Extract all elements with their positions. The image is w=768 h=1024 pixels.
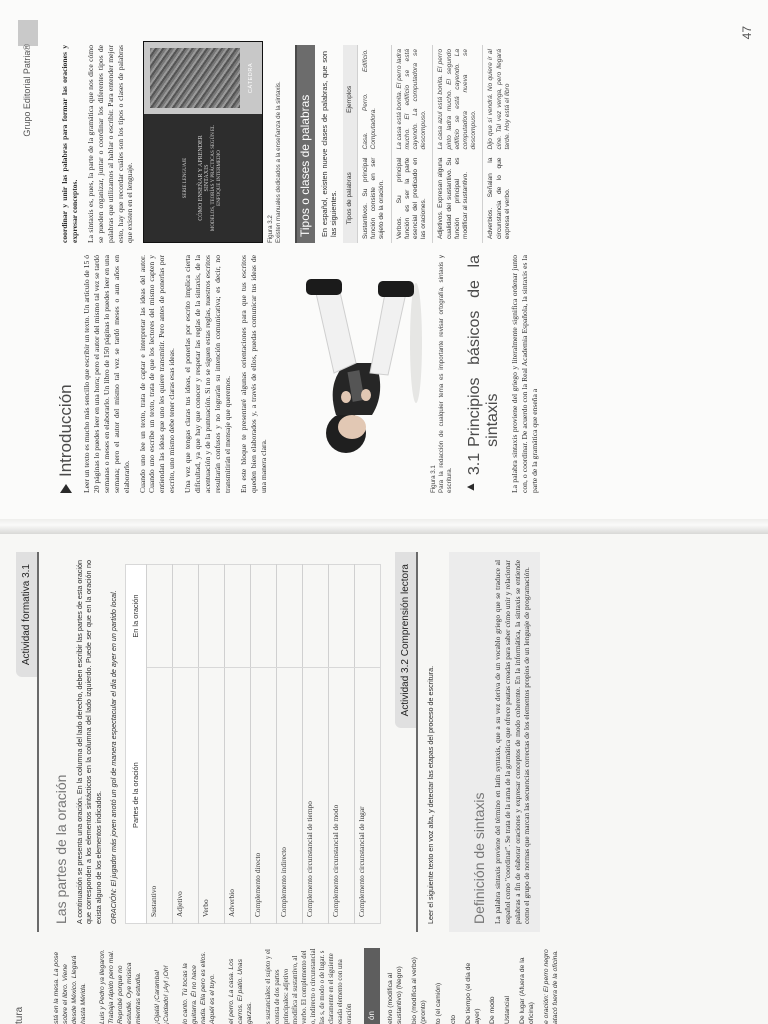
intro-title: Introducción [56, 384, 76, 477]
table-row [146, 565, 172, 924]
cropped-column [52, 948, 768, 1024]
divider [416, 552, 418, 932]
book-artwork [144, 42, 262, 114]
table-header: Ejemplos [343, 45, 358, 154]
answer-cell[interactable] [172, 565, 198, 668]
answer-cell[interactable] [276, 565, 302, 668]
strip-table-header: ón [364, 948, 380, 1024]
strip-cell: Ustancial [504, 996, 511, 1024]
activity-3-2 [395, 552, 540, 932]
strip-text: el perro. La casa. Los carros. El patio. Unas garzas. [228, 958, 253, 1024]
activity-instructions: Leer el siguiente texto en voz alta, y detectar las etapas del proceso de escritura. [426, 665, 435, 924]
activity-tab-label: Actividad 3.2 Comprensión lectora [395, 552, 416, 728]
running-head: tura [14, 1006, 25, 1024]
section-number: 3.1 [465, 452, 483, 476]
strip-row [386, 948, 404, 1024]
table-row [358, 45, 392, 243]
word-types-title: Tipos o clases de palabras [297, 45, 315, 243]
body-paragraph: La sintaxis es, pues, la parte de la gramática que nos dice cómo se pueden organizar, juntar o coordinar los diferentes tipos de palabras que utilizamos al hablar o escribir. Para entender mejor esto, hay que recordar cuáles son los tipos o clases de palabras que existen en el lenguaje. [85, 45, 135, 243]
student-illustration [276, 255, 426, 493]
table-row [224, 565, 250, 924]
body-paragraph: En este bloque te presentaré algunas orientaciones para que tus escritos queden bien elaborados y, a través de ellos, puedas comunicar tus ideas de una manera clara. [238, 255, 268, 493]
answer-cell[interactable] [146, 565, 172, 668]
word-types-box [295, 45, 516, 243]
word-type-cell: Verbos. Su principal función es ser la parte esencial del predicado en las oraciones. [391, 154, 433, 243]
strip-cell: De lugar (Afuera de la oficina) [519, 957, 535, 1024]
table-row [276, 565, 302, 924]
book-publisher: CÁTEDRA [248, 62, 255, 94]
answer-cell[interactable] [250, 565, 276, 668]
activity-title: Las partes de la oración [53, 774, 69, 924]
table-row [483, 45, 516, 243]
body-paragraph: coordinar y unir las palabras para formar las oraciones y expresar conceptos. [60, 45, 79, 243]
sentence-part-label: Adverbio [224, 667, 250, 923]
parts-table [125, 564, 381, 924]
activity-tab [16, 552, 37, 932]
strip-row [449, 948, 458, 1024]
strip-cell: De tiempo (el día de ayer) [465, 962, 481, 1024]
body-paragraph: La palabra sintaxis proviene del griego y literalmente significa ordenar junto con, o coordinar. De acuerdo con la Real Academia Española, la sintaxis es la parte de la gramática que enseña a [509, 255, 539, 493]
table-row [354, 565, 380, 924]
divider [37, 552, 39, 932]
intro-header [56, 255, 76, 493]
reading-title: Definición de sintaxis [471, 792, 488, 924]
sentence-part-label: Verbo [198, 667, 224, 923]
book-subtitle: MODELOS, TEORÍAS Y PRÁCTICAS SEGÚN EL ENFOQUE INTERMEDIO [210, 124, 222, 232]
sentence-part-label: Complemento indirecto [276, 667, 302, 923]
figure-caption: Figura 3.2 Existen manuales dedicados a la enseñanza de la sintaxis. [267, 81, 283, 243]
strip-row [464, 948, 482, 1024]
activity-sentence: ORACIÓN: El jugador más joven anotó un gol de manera espectacular el día de ayer en un partido local. [109, 590, 119, 924]
answer-cell[interactable] [224, 565, 250, 668]
sentence-part-label: Complemento circunstancial de modo [328, 667, 354, 923]
word-type-cell: Adverbios. Señalan la circunstancia de lo que expresa el verbo. [483, 154, 516, 243]
table-header: En la oración [125, 565, 146, 668]
section-header [462, 255, 502, 493]
table-row [391, 45, 433, 243]
sentence-part-label: Complemento circunstancial de tiempo [302, 667, 328, 923]
strip-cell: De modo [489, 996, 496, 1024]
strip-cell: cto [450, 1014, 457, 1024]
sentence-part-label: Complemento directo [250, 667, 276, 923]
table-row [302, 565, 328, 924]
answer-cell[interactable] [354, 565, 380, 668]
student-photo [276, 255, 426, 493]
activity-tab [395, 552, 416, 932]
arrow-icon [60, 484, 72, 493]
word-type-cell: Sustantivos. Su principal función consiste en ser sujeto de la oración. [358, 154, 392, 243]
strip-text: Luis y Pedro ya llegaron. Trabaja rápido pero mal. Reprobé porque no estudié. Oye música mientras estudia. [99, 949, 142, 1024]
strip-text: stá en la mesa. La pose sobre el libro. Viene desde México. Llegará hasta Mérida. [53, 951, 87, 1024]
column-right [60, 45, 516, 243]
table-row [172, 565, 198, 924]
example-cell: Casa. Perro. Edificio. Computadora. [358, 45, 392, 154]
activity-tab-label: Actividad formativa 3.1 [16, 552, 37, 677]
body-paragraph: Cuando uno lee un texto, trata de captar e interpretar las ideas del autor. Cuando uno escribe un texto, trata de que los lectores del mismo capten y entiendan las ideas que uno les quiere transmitir. Pero antes de ponerlas por escrito, uno mismo debe tener claras esas ideas. [137, 255, 177, 493]
strip-text: s sustanciales: el sujeto y el consta de dos partes principales: adjetivo modifica al sustantivo, al verbo. El complemento del o, indirecto o circunstancial las s, de modo o de lugar. s claramente en el siguiente esada elemento con una oración [265, 948, 353, 1024]
strip-row [503, 948, 512, 1024]
word-types-body [358, 45, 517, 243]
word-types-intro: En español, existen nueve clases de palabras, que son las siguientes. [319, 51, 338, 237]
body-paragraph: Una vez que tengas claras tus ideas, el ponerlas por escrito implica cierta dificultad, ya que hay que conocer y respetar las reglas de la sintaxis, de la acentuación y de la puntuación. Si no se siguen estas reglas, nuestros escritos resultarán confusos y no lograrán su intención comunicativa; es decir, no transmitirán el mensaje que queremos. [183, 255, 232, 493]
table-row [433, 45, 483, 243]
strip-cell: to (el camión) [435, 982, 442, 1024]
example-cell: La casa está bonita. El perro ladra mucho. El edificio se está cayendo. La computadora se descompuso. [391, 45, 433, 154]
strip-cell: bio (modifica al verbo) (pronto) [411, 957, 427, 1024]
sentence-part-label: Sustantivo [146, 667, 172, 923]
strip-row [434, 948, 443, 1024]
sentence-part-label: Adjetivo [172, 667, 198, 923]
book-cover-text [144, 114, 262, 242]
strip-row [488, 948, 497, 1024]
book-series: SERIE LENGUAJE [183, 157, 189, 199]
folio-tab [18, 20, 38, 46]
figure-caption: Figura 3.1 Para la redacción de cualquier tema es importante revisar ortografía, sintaxis y escritura. [430, 255, 453, 493]
reading-panel [449, 552, 539, 932]
strip-row [518, 948, 536, 1024]
strip-text: lo canto. Tú tocas la guitarra. Él no hace nada. Ella pero es ellos. Aquél es el tuyo. [182, 951, 216, 1024]
answer-cell[interactable] [328, 565, 354, 668]
body-paragraph: Leer un texto es mucho más sencillo que escribir un texto. Un artículo de 15 ó 20 páginas lo puedes leer en una hora; pero el autor del mismo tal vez se tardó semanas o meses en elaborarlo. Un libro de 150 páginas lo puedes leer en una semana; pero el autor del mismo tal vez se tardó meses o aun años en elaborarlo. [82, 255, 131, 493]
strip-text: e oración: El perro negro atacó fuera de la oficina. [543, 949, 559, 1024]
activity-instructions: A continuación se presenta una oración. En la columna del lado derecho, deben escribir las partes de esta oración que corresponden a los elementos sintácticos en la columna del lado izquierdo. Puede ser que en la oración no exista alguno de los elementos indicados. [75, 560, 103, 924]
book-cover-image [143, 41, 263, 243]
book-pattern [150, 48, 240, 108]
strip-text: ¡Ojalá! ¡Caramba! ¡Cuidado! ¡Ay! ¡Oh! [154, 965, 170, 1024]
activity-3-1 [16, 552, 387, 932]
book-gutter [0, 519, 768, 534]
strip-row [410, 948, 428, 1024]
section-icon: ▲ [462, 481, 477, 493]
left-page [0, 534, 768, 1024]
table-row [250, 565, 276, 924]
table-header: Partes de la oración [125, 667, 146, 923]
page-number: 47 [740, 26, 754, 40]
strip-cell: etivo (modifica al sustantivo) (Negro) [387, 966, 403, 1024]
book-title: CÓMO ENSEÑAR Y APRENDER SINTAXIS [197, 135, 211, 221]
example-cell: La casa azul está bonita. El perro pinto ladra mucho. El segundo edificio se está cayendo. La computadora nueva se descompuso. [433, 45, 483, 154]
answer-cell[interactable] [198, 565, 224, 668]
reading-text: La palabra sintaxis proviene del término en latín syntaxis, que a su vez deriva de un vocablo griego que se traduce al español como "coordinar". Se trata de la rama de la gramática que ofrece pautas creadas para saber cómo unir y relacionar palabras a fin de elaborar oraciones y expresar conceptos de modo coherente. En la informática, la sintaxis se entiende como el grupo de normas que marcan las secuencias correctas de los elementos propios de un lenguaje de programación. [493, 560, 532, 924]
section-title: Principios básicos de la sintaxis [465, 255, 501, 447]
table-header: Tipos de palabras [343, 154, 358, 243]
word-type-cell: Adjetivos. Expresan alguna cualidad del sustantivo. Su función principal es modificar al sustantivo. [433, 154, 483, 243]
column-left [56, 255, 546, 493]
answer-cell[interactable] [302, 565, 328, 668]
parts-table-body [146, 565, 380, 924]
word-types-table [343, 45, 516, 243]
sentence-part-label: Complemento circunstancial de lugar [354, 667, 380, 923]
table-row [328, 565, 354, 924]
publisher-name: Grupo Editorial Patria® [22, 44, 32, 137]
example-cell: Dijo que sí vendrá. No quiere ir al cine. Tal vez venga, pero llegará tarde. Hoy está el libro [483, 45, 516, 154]
table-row [198, 565, 224, 924]
